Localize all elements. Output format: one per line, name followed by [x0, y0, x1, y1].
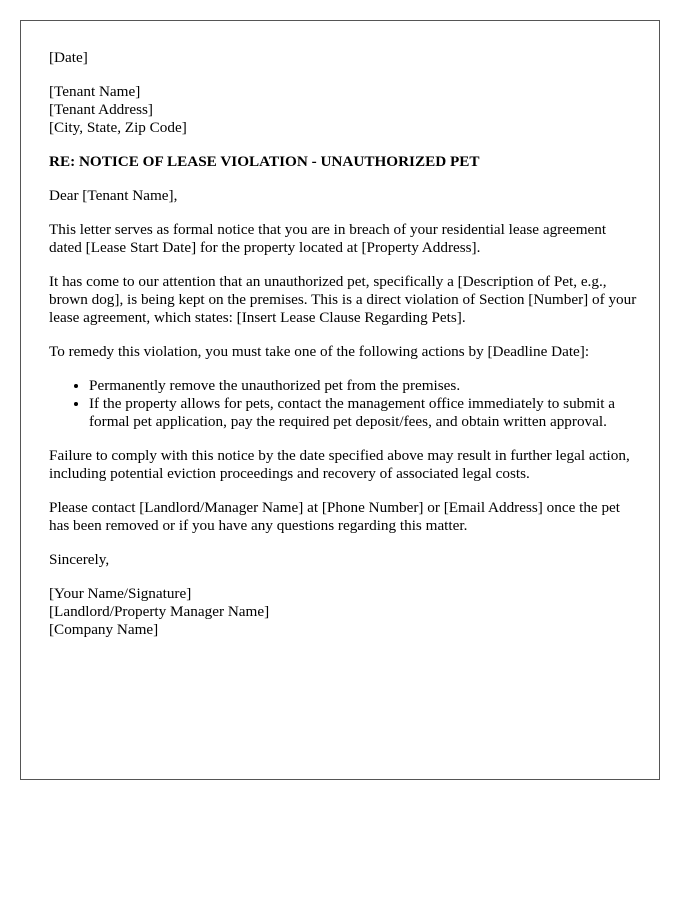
letter-page — [20, 20, 660, 780]
paragraph-consequences: Failure to comply with this notice by the date specified above may result in further legal action, including potential eviction proceedings and recovery of associated legal costs. — [49, 447, 630, 482]
recipient-address: [Tenant Address] — [49, 101, 153, 118]
list-item: • Permanently remove the unauthorized pet from the premises. — [89, 377, 639, 395]
signature-title: [Landlord/Property Manager Name] — [49, 603, 270, 620]
closing: Sincerely, — [49, 551, 110, 568]
paragraph-remedy-intro: To remedy this violation, you must take one of the following actions by [Deadline Date]: — [49, 343, 590, 360]
signature-company: [Company Name] — [49, 621, 159, 638]
signature-name: [Your Name/Signature] — [49, 585, 192, 602]
signature-block — [49, 585, 639, 639]
recipient-city-state-zip: [City, State, Zip Code] — [49, 119, 187, 136]
paragraph-violation-details: It has come to our attention that an unauthorized pet, specifically a [Description of Pet, e.g., brown dog], is being kept on the premises. This is a direct violation of Section [Number] of your lease agreement, which states: [Insert Lease Clause Regarding Pets]. — [49, 273, 637, 326]
recipient-address-block — [49, 83, 639, 137]
recipient-name: [Tenant Name] — [49, 83, 141, 100]
list-item: • If the property allows for pets, contact the management office immediately to submit a formal pet application, pay the required pet deposit/fees, and obtain written approval. — [89, 395, 639, 431]
paragraph-contact: Please contact [Landlord/Manager Name] at [Phone Number] or [Email Address] once the pet has been removed or if you have any questions regarding this matter. — [49, 499, 621, 534]
required-actions-list — [49, 377, 639, 431]
letter-date: [Date] — [49, 49, 88, 66]
subject-line: RE: NOTICE OF LEASE VIOLATION - UNAUTHORIZED PET — [49, 153, 480, 170]
letter-body — [49, 49, 639, 639]
paragraph-breach-notice: This letter serves as formal notice that you are in breach of your residential lease agreement dated [Lease Start Date] for the property located at [Property Address]. — [49, 221, 607, 256]
salutation: Dear [Tenant Name], — [49, 187, 178, 204]
